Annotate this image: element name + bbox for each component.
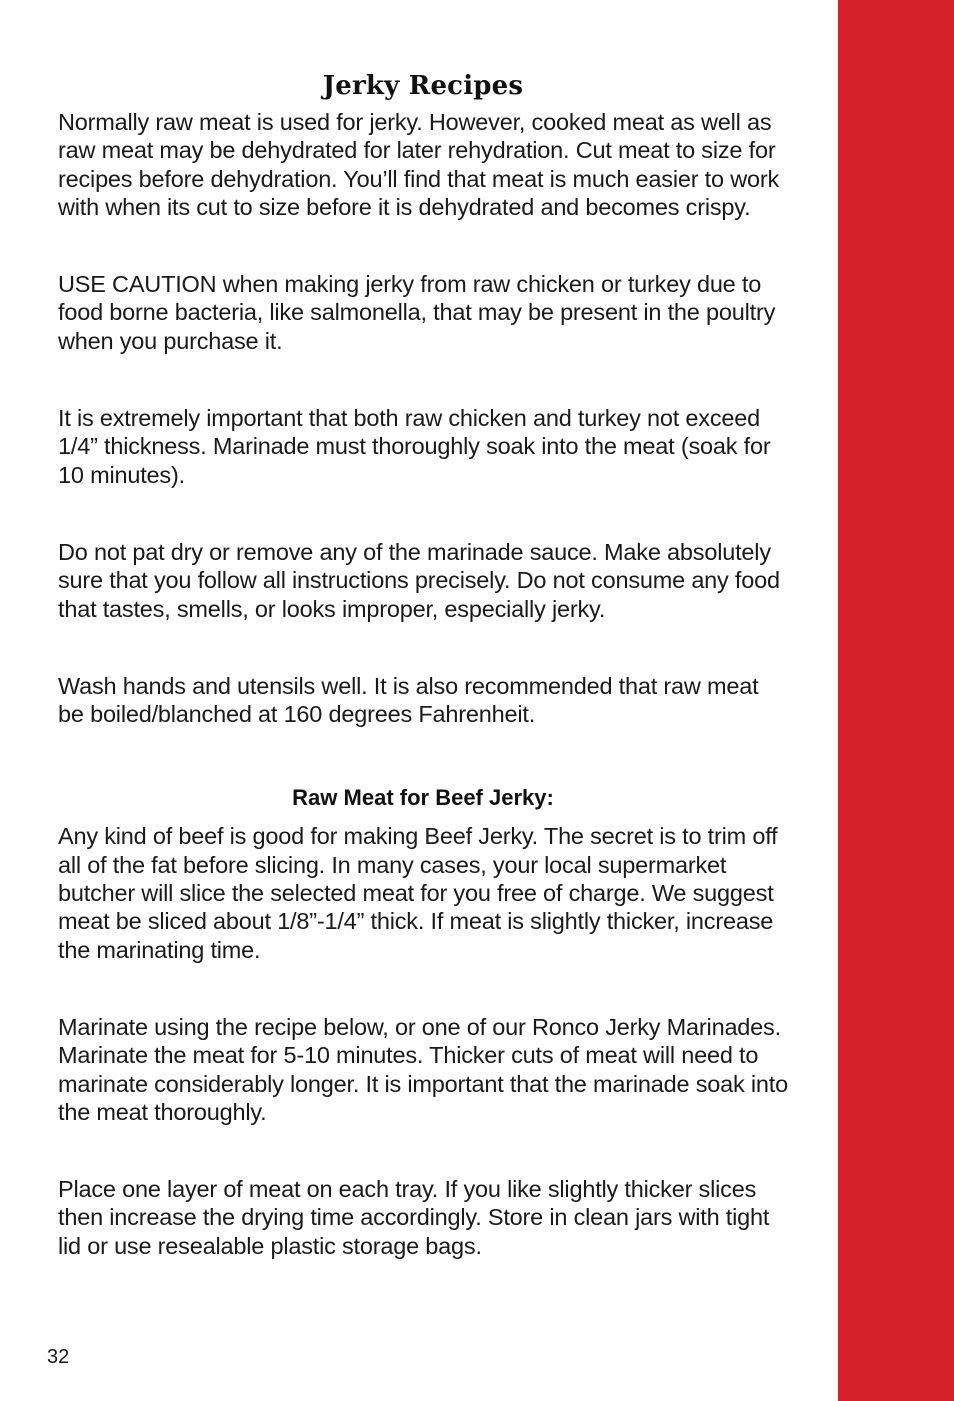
paragraph-beef-2: Marinate using the recipe below, or one of our Ronco Jerky Marinades. Marinate the meat for 5-10 minutes. Thicker cuts of meat will need to marinate considerably longer. It is important that the marinade soak into the meat thoroughly. bbox=[58, 1013, 788, 1125]
paragraph-beef-3: Place one layer of meat on each tray. If you like slightly thicker slices then increase the drying time accordingly. Store in clean jars with tight lid or use resealable plastic storage bags. bbox=[58, 1176, 770, 1259]
paragraph-spacer bbox=[58, 964, 788, 1013]
paragraph-marinade: Do not pat dry or remove any of the marinade sauce. Make absolutely sure that you follow all instructions precisely. Do not consume any food that tastes, smells, or looks improper, especially jerky. bbox=[58, 538, 780, 622]
paragraph-spacer bbox=[58, 623, 788, 672]
paragraph-intro-1: Normally raw meat is used for jerky. However, cooked meat as well as raw meat may be dehydrated for later rehydration. Cut meat to size for recipes before dehydration. You’ll find that meat is much easier to work with when its cut to size before it is dehydrated and becomes crispy. bbox=[58, 109, 780, 220]
paragraph-beef-1: Any kind of beef is good for making Beef Jerky. The secret is to trim off all of the fat before slicing. In many cases, your local supermarket butcher will slice the selected meat for you free of charge. We suggest meat be sliced about 1/8”-1/4” thick. If meat is slightly thicker, increase the marinating time. bbox=[58, 823, 778, 963]
paragraph-thickness: It is extremely important that both raw chicken and turkey not exceed 1/4” thickness. Marinade must thoroughly soak into the meat (soak for 10 minutes). bbox=[58, 405, 771, 488]
section-heading-beef: Raw Meat for Beef Jerky: bbox=[292, 785, 554, 811]
page-title: Jerky Recipes bbox=[322, 71, 524, 101]
paragraph-spacer bbox=[58, 355, 788, 404]
paragraph-caution: USE CAUTION when making jerky from raw chicken or turkey due to food borne bacteria, like salmonella, that may be present in the poultry when you purchase it. bbox=[58, 271, 776, 354]
paragraph-spacer bbox=[58, 221, 788, 270]
paragraph-spacer bbox=[58, 489, 788, 538]
paragraph-wash: Wash hands and utensils well. It is also recommended that raw meat be boiled/blanched at 160 degrees Fahrenheit. bbox=[58, 672, 759, 728]
red-side-bar bbox=[838, 0, 954, 1401]
paragraph-spacer bbox=[58, 1126, 788, 1175]
page-number: 32 bbox=[47, 1346, 70, 1368]
section-spacer bbox=[58, 728, 788, 784]
page-content bbox=[58, 70, 788, 1260]
